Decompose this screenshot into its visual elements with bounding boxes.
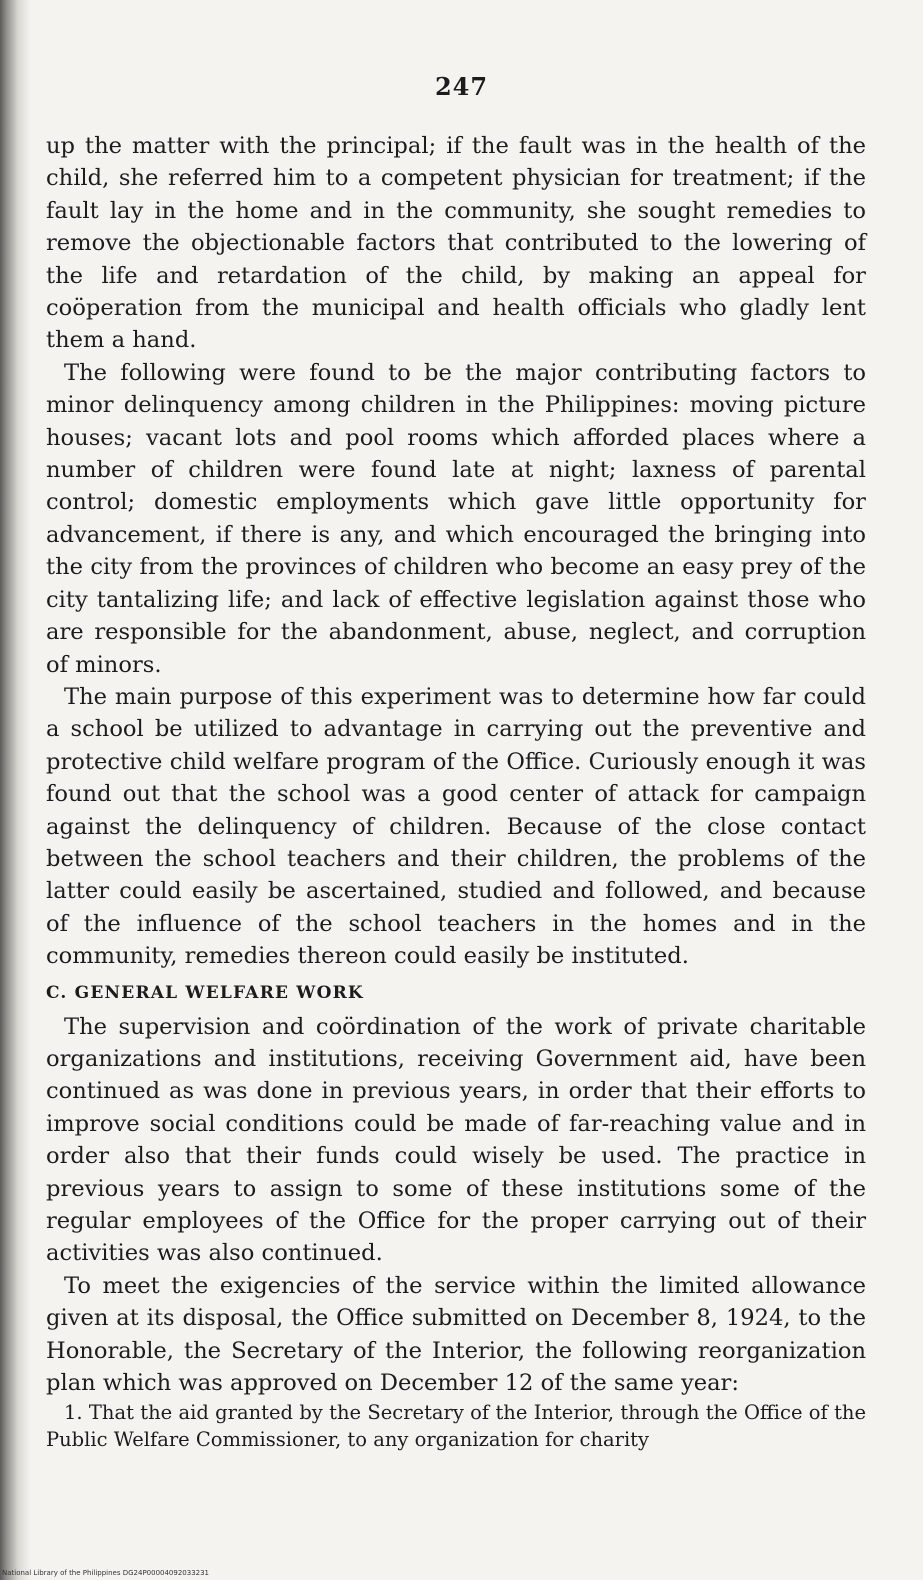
paragraph-continuation: up the matter with the principal; if the fault was in the health of the child, she referred him to a competent physician for treatment; if the fault lay in the home and in the community, she sought remedies to remove the objectionable factors that contributed to the lowering of the life and retardation of the child, by making an appeal for coöperation from the municipal and health officials who gladly lent them a hand. <box>46 133 866 354</box>
paragraph-contributing-factors: The following were found to be the major contributing factors to minor delinquency among children in the Philippines: moving picture houses; vacant lots and pool rooms which afforded places where a number of children were found late at night; laxness of parental control; domestic employments which gave little opportunity for advancement, if there is any, and which encouraged the bringing into the city from the provinces of children who become an easy prey of the city tantalizing life; and lack of effective legislation against those who are responsible for the abandonment, abuse, neglect, and corruption of minors. <box>46 359 866 678</box>
footer-attribution: National Library of the Philippines DG24P00004092033231 <box>2 1569 210 1577</box>
body-text <box>46 130 866 1453</box>
paragraph-experiment-purpose: The main purpose of this experiment was to determine how far could a school be utilized to advantage in carrying out the preventive and protective child welfare program of the Office. Curiously enough it was found out that the school was a good center of attack for campaign against the delinquency of children. Because of the close contact between the school teachers and their children, the problems of the latter could easily be ascertained, studied and followed, and because of the influence of the school teachers in the homes and in the community, remedies thereon could easily be instituted. <box>46 683 866 970</box>
page-number: 247 <box>434 72 489 101</box>
section-heading: C. GENERAL WELFARE WORK <box>46 982 364 1003</box>
paragraph-reorganization: To meet the exigencies of the service within the limited allowance given at its disposal, the Office submitted on December 8, 1924, to the Honorable, the Secretary of the Interior, the following reorganization plan which was approved on December 12 of the same year: <box>46 1272 866 1397</box>
list-item-1: 1. That the aid granted by the Secretary of the Interior, through the Office of the Public Welfare Commissioner, to any organization for charity <box>46 1401 866 1452</box>
paragraph-supervision: The supervision and coördination of the work of private charitable organizations and institutions, receiving Government aid, have been continued as was done in previous years, in order that their efforts to improve social conditions could be made of far-reaching value and in order also that their funds could wisely be used. The practice in previous years to assign to some of these institutions some of the regular employees of the Office for the proper carrying out of their activities was also continued. <box>46 1013 866 1267</box>
